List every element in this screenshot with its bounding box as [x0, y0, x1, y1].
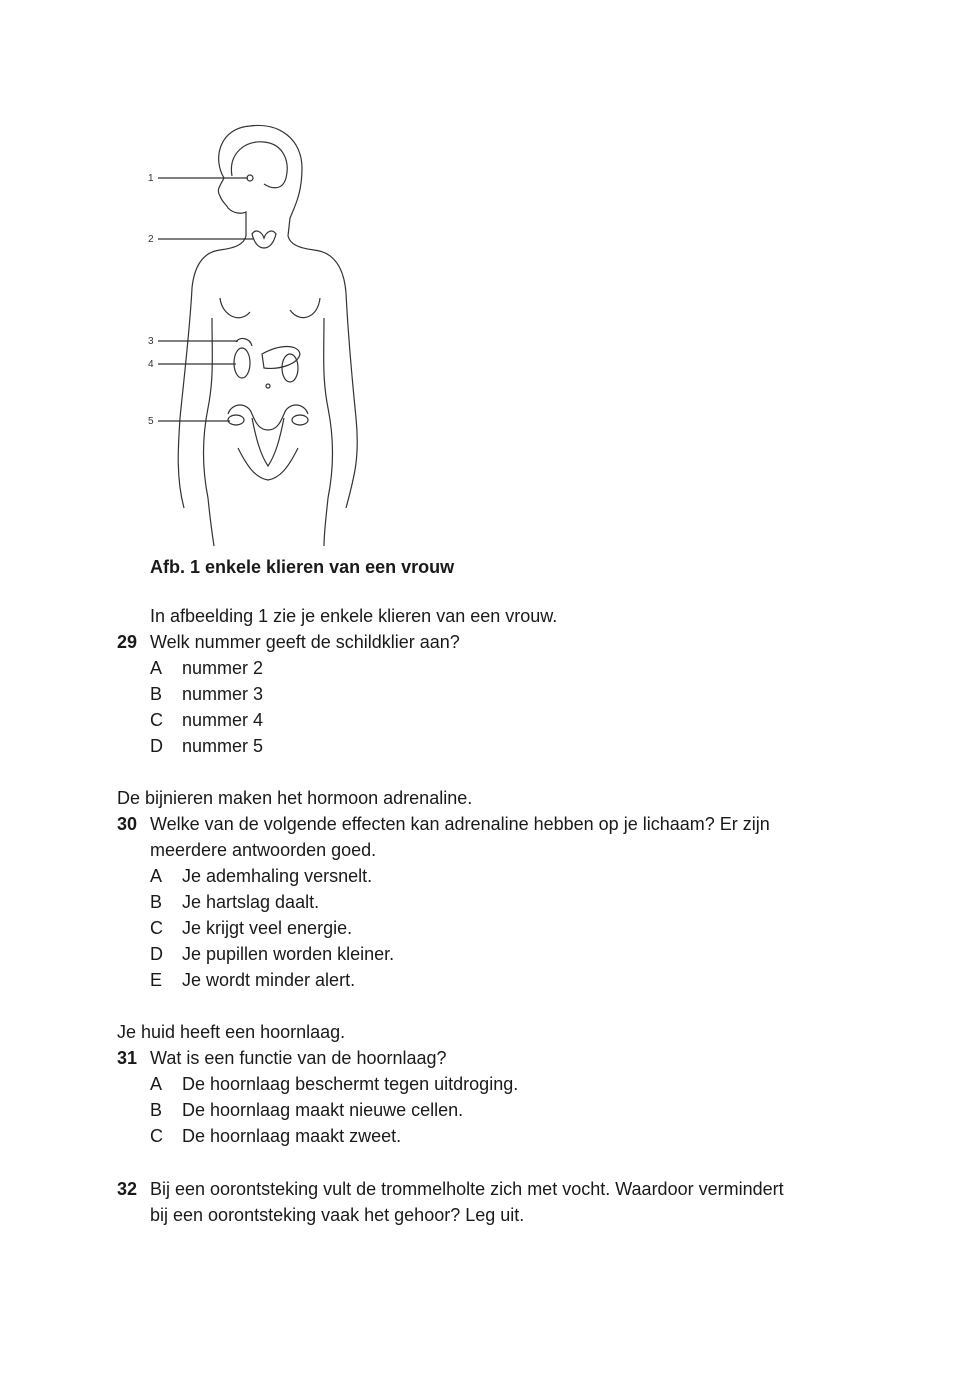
- option-letter: B: [150, 684, 163, 704]
- figure-label-4: 4: [148, 359, 154, 370]
- brain-outline: [231, 142, 287, 188]
- option-text: De hoornlaag maakt zweet.: [182, 1126, 402, 1146]
- option-letter: A: [150, 1074, 163, 1094]
- option-text: Je ademhaling versnelt.: [182, 866, 373, 886]
- question-text-continued: bij een oorontsteking vaak het gehoor? Leg uit.: [150, 1205, 525, 1225]
- answer-option: [0, 733, 978, 759]
- option-letter: A: [150, 658, 163, 678]
- answer-option: [0, 707, 978, 733]
- figure-label-2: 2: [148, 234, 154, 245]
- figure-label-3: 3: [148, 336, 154, 347]
- question-32-block: [0, 1176, 978, 1228]
- intro-text: De bijnieren maken het hormoon adrenaline.: [117, 788, 473, 808]
- option-text: De hoornlaag beschermt tegen uitdroging.: [182, 1074, 519, 1094]
- option-letter: D: [150, 736, 163, 756]
- option-letter: A: [150, 866, 163, 886]
- glands-figure: [140, 118, 370, 548]
- uterus: [228, 405, 308, 466]
- figure-intro-text: In afbeelding 1 zie je enkele klieren van een vrouw.: [150, 606, 558, 626]
- option-text: nummer 4: [182, 710, 264, 730]
- option-letter: B: [150, 1100, 163, 1120]
- kidney-left: [234, 348, 250, 378]
- option-letter: C: [150, 710, 163, 730]
- question-number: 32: [117, 1179, 138, 1199]
- answer-option: [0, 655, 978, 681]
- option-letter: D: [150, 944, 163, 964]
- answer-option: [0, 863, 978, 889]
- question-text: Bij een oorontsteking vult de trommelholte zich met vocht. Waardoor vermindert: [150, 1179, 784, 1199]
- option-text: De hoornlaag maakt nieuwe cellen.: [182, 1100, 464, 1120]
- option-letter: C: [150, 918, 163, 938]
- option-letter: B: [150, 892, 163, 912]
- answer-option: [0, 967, 978, 993]
- woman-gland-drawing: [140, 118, 370, 548]
- question-text: Welk nummer geeft de schildklier aan?: [150, 632, 460, 652]
- question-text: Welke van de volgende effecten kan adrenaline hebben op je lichaam? Er zijn: [150, 814, 770, 834]
- option-text: Je hartslag daalt.: [182, 892, 320, 912]
- option-letter: C: [150, 1126, 163, 1146]
- question-30-block: [0, 785, 978, 993]
- answer-option: [0, 941, 978, 967]
- pubic-outline: [238, 448, 298, 480]
- question-number: 31: [117, 1048, 138, 1068]
- ovary-right: [292, 415, 308, 425]
- intro-text: Je huid heeft een hoornlaag.: [117, 1022, 346, 1042]
- answer-option: [0, 889, 978, 915]
- question-29-block: [0, 603, 978, 759]
- navel: [266, 384, 270, 388]
- answer-option: [0, 1097, 978, 1123]
- option-text: Je krijgt veel energie.: [182, 918, 353, 938]
- question-number: 29: [117, 632, 138, 652]
- adrenal-gland: [236, 339, 252, 346]
- option-text: nummer 3: [182, 684, 264, 704]
- breast-right: [290, 298, 320, 318]
- torso-outline: [178, 236, 357, 508]
- answer-option: [0, 681, 978, 707]
- answer-option: [0, 1123, 978, 1149]
- waist-outline: [204, 318, 333, 546]
- option-text: nummer 5: [182, 736, 264, 756]
- option-text: Je wordt minder alert.: [182, 970, 356, 990]
- question-text-continued: meerdere antwoorden goed.: [150, 840, 377, 860]
- kidney-right: [282, 354, 298, 382]
- option-letter: E: [150, 970, 163, 990]
- ovary-left: [228, 415, 244, 425]
- figure-label-1: 1: [148, 173, 154, 184]
- figure-label-5: 5: [148, 416, 154, 427]
- answer-option: [0, 915, 978, 941]
- question-31-block: [0, 1019, 978, 1149]
- option-text: nummer 2: [182, 658, 264, 678]
- pancreas: [262, 347, 300, 369]
- question-number: 30: [117, 814, 138, 834]
- option-text: Je pupillen worden kleiner.: [182, 944, 395, 964]
- figure-caption: Afb. 1 enkele klieren van een vrouw: [150, 557, 455, 577]
- question-text: Wat is een functie van de hoornlaag?: [150, 1048, 447, 1068]
- thyroid-gland: [252, 231, 276, 248]
- breast-left: [220, 298, 250, 318]
- answer-option: [0, 1071, 978, 1097]
